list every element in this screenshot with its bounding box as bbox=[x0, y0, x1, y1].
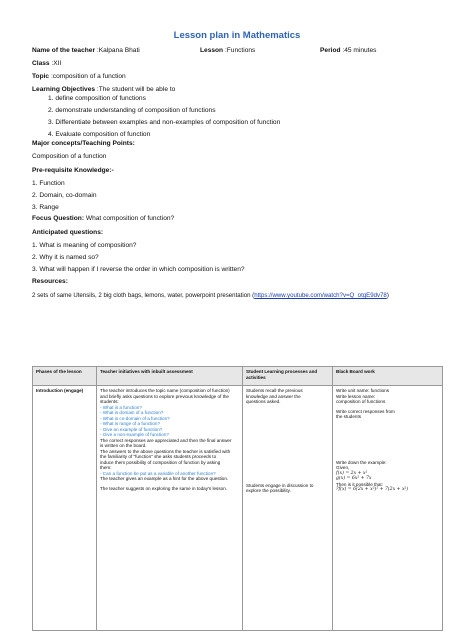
student-cell bbox=[243, 386, 333, 631]
topic-label: Topic bbox=[32, 73, 50, 80]
table-row bbox=[33, 386, 443, 631]
focus-line bbox=[32, 215, 174, 223]
objectives-label: Learning Objectives bbox=[32, 86, 96, 93]
list-item: 1. What is meaning of composition? bbox=[32, 242, 137, 249]
list-item: 3. Differentiate between examples and non-examples of composition of function bbox=[48, 119, 281, 126]
class-line bbox=[32, 60, 61, 68]
teacher-cell bbox=[97, 386, 243, 631]
header-phase: Phases of the lesson bbox=[33, 367, 97, 386]
teacher-text: is written on the board. bbox=[100, 443, 147, 448]
period-label: Period bbox=[320, 47, 341, 54]
board-text: Then is it possible that: bbox=[336, 481, 383, 487]
period-value: :45 minutes bbox=[342, 47, 377, 54]
board-text: Write down the example: bbox=[336, 459, 387, 465]
teacher-question: - Give an example of function? bbox=[100, 426, 163, 432]
board-formula-f: f(x) = 2x + x² bbox=[336, 470, 368, 476]
list-item: 3. Range bbox=[32, 204, 59, 211]
teacher-text: the familiarity of "function" she asks students proceeds to bbox=[100, 454, 217, 459]
list-item: 1. Function bbox=[32, 180, 65, 187]
board-cell bbox=[333, 386, 443, 631]
resources-link[interactable]: https://www.youtube.com/watch?v=Q_otgE9dv78 bbox=[254, 292, 387, 299]
teacher-value: :Kalpana Bhati bbox=[96, 47, 140, 54]
teacher-text: them: bbox=[100, 465, 112, 470]
board-formula-g: g(x) = 6x² + 7x bbox=[336, 476, 372, 481]
focus-label: Focus Question: bbox=[32, 215, 85, 222]
table-header-row bbox=[33, 367, 443, 386]
teacher-text: induce them possibility of composition of function by asking bbox=[100, 459, 221, 465]
resources-label: Resources: bbox=[32, 278, 68, 285]
student-text: Students recall the previous bbox=[246, 388, 303, 393]
teacher-question: - Give a non-example of function? bbox=[100, 432, 169, 437]
resources-line bbox=[32, 292, 389, 300]
teacher-text: The teacher introduces the topic name (composition of function) bbox=[100, 388, 230, 393]
concepts-label: Major concepts/Teaching Points: bbox=[32, 140, 135, 147]
topic-value: :composition of a function bbox=[50, 73, 126, 80]
list-item: 2. Domain, co-domain bbox=[32, 192, 97, 199]
lesson-value: :Functions bbox=[224, 47, 256, 54]
list-item: 2. Why it is named so? bbox=[32, 254, 99, 261]
header-student: Student Learning processes and activities bbox=[243, 367, 333, 386]
topic-line bbox=[32, 73, 126, 81]
teacher-text: The answers to the above questions the teacher is satisfied with bbox=[100, 448, 231, 454]
teacher-text: The teacher gives an example as a hint for the above question. bbox=[100, 476, 229, 481]
board-text: Write correct responses from bbox=[336, 408, 395, 414]
class-value: :XII bbox=[51, 60, 62, 67]
teacher-text: The teacher suggests on exploring the same in today's lesson. bbox=[100, 485, 228, 491]
board-text: Given, bbox=[336, 465, 350, 470]
student-text: questions asked. bbox=[246, 399, 281, 404]
teacher-question: - What is a function? bbox=[100, 404, 142, 410]
board-text: Write lesson name: bbox=[336, 393, 376, 399]
list-item: 4. Evaluate composition of function bbox=[48, 131, 151, 138]
prerequisite-label: Pre-requisite Knowledge:- bbox=[32, 167, 114, 174]
teacher-text: and briefly asks questions to explore previous knowledge of the bbox=[100, 393, 229, 399]
student-text: explore the possibility. bbox=[246, 488, 291, 493]
teacher-label: Name of the teacher bbox=[32, 47, 96, 54]
resources-close: ) bbox=[386, 292, 389, 299]
list-item: 1. define composition of functions bbox=[48, 95, 146, 102]
lesson-label: Lesson bbox=[200, 47, 224, 54]
teacher-question: - Can a function be put as a variable of another function? bbox=[100, 470, 216, 476]
objectives-line bbox=[32, 86, 175, 94]
resources-text: 2 sets of same Utensils, 2 big cloth bags, lemons, water, powerpoint presentation ( bbox=[32, 292, 255, 299]
teacher-text: students: bbox=[100, 399, 119, 404]
list-item: 3. What will happen if I reverse the order in which composition is written? bbox=[32, 266, 245, 273]
lesson-table bbox=[32, 366, 443, 631]
objectives-intro: :The student will be able to bbox=[96, 86, 176, 93]
phase-cell: Introduction (engage) bbox=[33, 386, 97, 631]
student-text: Students engage in discussion to bbox=[246, 482, 314, 488]
board-formula-composite: ?f(x) = 6(2x + x²)² + 7(2x + x²) bbox=[336, 487, 409, 492]
board-text: the students bbox=[336, 414, 362, 419]
focus-text: What composition of function? bbox=[84, 215, 175, 222]
board-text: Write unit name: functions bbox=[336, 388, 390, 393]
teacher-text: The correct responses are appreciated and then the final answer bbox=[100, 437, 232, 443]
header-board: Black Board work bbox=[333, 367, 443, 386]
teacher-question: - What is domain of a function? bbox=[100, 410, 164, 415]
header-teacher: Teacher initiatives with inbuilt assessment bbox=[97, 367, 243, 386]
list-item: 2. demonstrate understanding of composition of functions bbox=[48, 107, 216, 114]
concepts-text: Composition of a function bbox=[32, 153, 107, 160]
document-title: Lesson plan in Mathematics bbox=[173, 30, 301, 41]
teacher-question: - What is co-domain of a function? bbox=[100, 415, 170, 421]
anticipated-label: Anticipated questions: bbox=[32, 229, 104, 236]
teacher-question: - What is range of a function? bbox=[100, 421, 161, 426]
student-text: knowledge and answer the bbox=[246, 393, 301, 399]
board-text: composition of functions bbox=[336, 399, 386, 404]
class-label: Class bbox=[32, 60, 50, 67]
